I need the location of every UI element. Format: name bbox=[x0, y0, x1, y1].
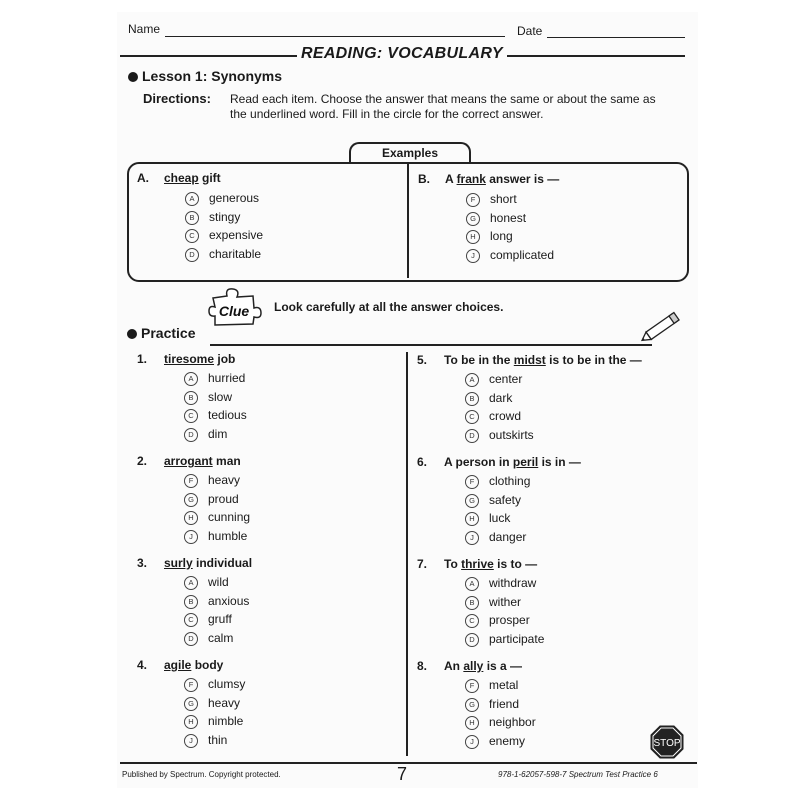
question-number: A. bbox=[137, 171, 149, 185]
answer-bubble[interactable]: H bbox=[466, 230, 480, 244]
answer-bubble[interactable]: C bbox=[465, 614, 479, 628]
answer-bubble[interactable]: F bbox=[465, 679, 479, 693]
answer-option[interactable] bbox=[184, 631, 233, 645]
stem-prefix: A bbox=[445, 172, 457, 186]
answer-option[interactable] bbox=[185, 210, 240, 224]
underlined-word: arrogant bbox=[164, 454, 213, 468]
stem-suffix: is to be in the — bbox=[545, 353, 642, 367]
answer-option[interactable] bbox=[184, 733, 227, 747]
answer-bubble[interactable]: F bbox=[184, 474, 198, 488]
answer-bubble[interactable]: C bbox=[184, 409, 198, 423]
question-stem bbox=[137, 556, 252, 570]
underlined-word: frank bbox=[456, 172, 486, 186]
answer-option[interactable] bbox=[465, 428, 534, 442]
stem-suffix: gift bbox=[198, 171, 221, 185]
answer-text: dark bbox=[489, 390, 513, 405]
answer-text: cunning bbox=[208, 510, 251, 525]
answer-bubble[interactable]: A bbox=[184, 372, 198, 386]
question-number: 3. bbox=[137, 556, 148, 570]
answer-option[interactable] bbox=[465, 372, 522, 386]
answer-option[interactable] bbox=[465, 613, 530, 627]
question-number: 7. bbox=[417, 557, 428, 571]
answer-bubble[interactable]: A bbox=[184, 576, 198, 590]
answer-text: calm bbox=[208, 631, 234, 646]
answer-option[interactable] bbox=[466, 248, 554, 262]
answer-option[interactable] bbox=[466, 229, 513, 243]
answer-text: wild bbox=[208, 575, 229, 589]
lesson-heading bbox=[128, 68, 282, 86]
stem-prefix: A person in bbox=[444, 455, 513, 469]
question-number: 6. bbox=[417, 455, 428, 469]
underlined-word: ally bbox=[463, 659, 484, 673]
underlined-word: peril bbox=[512, 455, 539, 469]
answer-text: proud bbox=[208, 491, 239, 506]
answer-option[interactable] bbox=[465, 530, 526, 544]
underlined-word: tiresome bbox=[164, 352, 215, 366]
answer-option[interactable] bbox=[184, 408, 247, 422]
answer-option[interactable] bbox=[184, 390, 232, 404]
answer-bubble[interactable]: F bbox=[465, 475, 479, 489]
answer-bubble[interactable]: B bbox=[185, 211, 199, 225]
question-number: 4. bbox=[137, 658, 148, 672]
answer-bubble[interactable]: J bbox=[184, 734, 198, 748]
answer-bubble[interactable]: D bbox=[465, 633, 479, 647]
answer-bubble[interactable]: C bbox=[465, 410, 479, 424]
underlined-word: surly bbox=[164, 556, 193, 570]
question-number: 8. bbox=[417, 659, 428, 673]
answer-option[interactable] bbox=[465, 715, 536, 729]
answer-bubble[interactable]: G bbox=[465, 494, 479, 508]
footer-rule bbox=[120, 762, 697, 764]
answer-option[interactable] bbox=[465, 697, 519, 711]
page-number: 7 bbox=[397, 764, 408, 784]
answer-text: heavy bbox=[208, 695, 241, 710]
answer-bubble[interactable]: A bbox=[185, 192, 199, 206]
stem-suffix: body bbox=[191, 658, 224, 672]
answer-option[interactable] bbox=[184, 677, 245, 691]
stem-suffix: is to — bbox=[493, 557, 538, 571]
question-stem bbox=[417, 659, 522, 673]
clue-text: Look carefully at all the answer choices. bbox=[274, 300, 504, 314]
question-stem bbox=[137, 171, 221, 185]
answer-option[interactable] bbox=[465, 493, 521, 507]
answer-text: wither bbox=[489, 594, 522, 609]
answer-option[interactable] bbox=[465, 474, 530, 488]
question-number: 5. bbox=[417, 353, 428, 367]
answer-option[interactable] bbox=[184, 492, 239, 506]
answer-text: metal bbox=[489, 678, 519, 692]
date-label: Date bbox=[517, 24, 543, 38]
answer-option[interactable] bbox=[184, 575, 229, 589]
lesson-title: Lesson 1: Synonyms bbox=[142, 68, 283, 84]
answer-text: slow bbox=[208, 389, 233, 404]
answer-bubble[interactable]: F bbox=[184, 678, 198, 692]
answer-bubble[interactable]: A bbox=[465, 577, 479, 591]
answer-text: withdraw bbox=[489, 576, 537, 590]
answer-bubble[interactable]: F bbox=[466, 193, 480, 207]
answer-option[interactable] bbox=[465, 595, 521, 609]
answer-text: prosper bbox=[489, 613, 530, 628]
page-title-wrap bbox=[297, 45, 507, 63]
stem-suffix: is in — bbox=[538, 455, 581, 469]
pencil-icon bbox=[636, 306, 688, 348]
directions-line-2: the underlined word. Fill in the circle for the correct answer. bbox=[230, 107, 544, 121]
directions-line-1: Read each item. Choose the answer that means the same or about the same as bbox=[230, 92, 656, 106]
underlined-word: thrive bbox=[461, 557, 494, 571]
answer-text: hurried bbox=[208, 371, 246, 385]
bullet-icon bbox=[128, 72, 138, 82]
answer-text: honest bbox=[490, 210, 527, 225]
answer-text: luck bbox=[489, 511, 511, 526]
answer-text: heavy bbox=[208, 473, 241, 487]
question-stem bbox=[417, 557, 537, 571]
answer-bubble[interactable]: J bbox=[465, 735, 479, 749]
answer-text: thin bbox=[208, 733, 228, 748]
answer-text: humble bbox=[208, 529, 248, 544]
answer-text: gruff bbox=[208, 612, 232, 627]
answer-text: short bbox=[490, 192, 517, 206]
answer-bubble[interactable]: G bbox=[465, 698, 479, 712]
answer-option[interactable] bbox=[465, 632, 544, 646]
answer-bubble[interactable]: J bbox=[466, 249, 480, 263]
answer-option[interactable] bbox=[465, 576, 536, 590]
stem-prefix: To bbox=[444, 557, 462, 571]
answer-text: generous bbox=[209, 191, 260, 205]
answer-option[interactable] bbox=[184, 473, 240, 487]
stop-sign-icon bbox=[650, 725, 684, 759]
answer-option[interactable] bbox=[466, 211, 526, 225]
practice-heading bbox=[127, 325, 195, 343]
answer-text: charitable bbox=[209, 247, 262, 262]
clue-puzzle-icon bbox=[207, 286, 263, 328]
answer-bubble[interactable]: B bbox=[465, 596, 479, 610]
answer-text: long bbox=[490, 229, 513, 244]
answer-option[interactable] bbox=[465, 409, 521, 423]
answer-option[interactable] bbox=[465, 511, 510, 525]
answer-text: friend bbox=[489, 696, 520, 711]
answer-option[interactable] bbox=[465, 734, 525, 748]
answer-bubble[interactable]: C bbox=[185, 229, 199, 243]
stem-suffix: job bbox=[214, 352, 236, 366]
footer-isbn: 978-1-62057-598-7 Spectrum Test Practice 6 bbox=[498, 770, 658, 779]
answer-option[interactable] bbox=[185, 228, 263, 242]
bullet-icon bbox=[127, 329, 137, 339]
question-stem bbox=[137, 352, 235, 366]
footer-publisher: Published by Spectrum. Copyright protected. bbox=[122, 770, 281, 779]
stop-sign-text: STOP bbox=[653, 738, 681, 749]
page-title: READING: VOCABULARY bbox=[297, 45, 507, 62]
stem-prefix: An bbox=[444, 659, 464, 673]
answer-text: participate bbox=[489, 632, 545, 647]
directions-label: Directions: bbox=[143, 91, 211, 106]
underlined-word: agile bbox=[164, 658, 192, 672]
stem-suffix: is a — bbox=[483, 659, 523, 673]
date-line[interactable] bbox=[547, 37, 685, 38]
answer-text: anxious bbox=[208, 593, 250, 608]
answer-bubble[interactable]: D bbox=[185, 248, 199, 262]
answer-bubble[interactable]: D bbox=[184, 428, 198, 442]
question-stem bbox=[137, 454, 241, 468]
answer-bubble[interactable]: G bbox=[184, 493, 198, 507]
practice-column-divider bbox=[406, 352, 408, 756]
answer-bubble[interactable]: G bbox=[466, 212, 480, 226]
stem-suffix: answer is — bbox=[485, 172, 560, 186]
answer-text: enemy bbox=[489, 734, 526, 749]
answer-option[interactable] bbox=[184, 594, 249, 608]
answer-option[interactable] bbox=[184, 510, 250, 524]
answer-option[interactable] bbox=[184, 427, 227, 441]
answer-bubble[interactable]: B bbox=[184, 595, 198, 609]
name-line[interactable] bbox=[165, 36, 505, 37]
question-stem bbox=[417, 353, 642, 367]
answer-text: tedious bbox=[208, 408, 247, 423]
answer-option[interactable] bbox=[465, 391, 512, 405]
stem-suffix: man bbox=[212, 454, 241, 468]
answer-bubble[interactable]: J bbox=[465, 531, 479, 545]
answer-text: outskirts bbox=[489, 428, 534, 443]
name-label: Name bbox=[128, 22, 161, 36]
question-stem bbox=[417, 455, 581, 469]
question-number: B. bbox=[418, 172, 430, 186]
answer-bubble[interactable]: H bbox=[465, 512, 479, 526]
question-stem bbox=[418, 172, 559, 186]
answer-bubble[interactable]: A bbox=[465, 373, 479, 387]
answer-text: nimble bbox=[208, 714, 244, 729]
examples-divider bbox=[407, 163, 409, 278]
answer-bubble[interactable]: J bbox=[184, 530, 198, 544]
answer-bubble[interactable]: H bbox=[184, 715, 198, 729]
answer-bubble[interactable]: H bbox=[184, 511, 198, 525]
answer-option[interactable] bbox=[466, 192, 517, 206]
answer-text: safety bbox=[489, 492, 522, 507]
answer-text: neighbor bbox=[489, 715, 536, 730]
answer-bubble[interactable]: H bbox=[465, 716, 479, 730]
question-number: 2. bbox=[137, 454, 148, 468]
question-number: 1. bbox=[137, 352, 148, 366]
underlined-word: cheap bbox=[164, 171, 199, 185]
answer-option[interactable] bbox=[184, 529, 247, 543]
answer-text: danger bbox=[489, 530, 527, 545]
answer-bubble[interactable]: G bbox=[184, 697, 198, 711]
stem-suffix: individual bbox=[192, 556, 253, 570]
underlined-word: midst bbox=[513, 353, 546, 367]
answer-text: center bbox=[489, 372, 523, 386]
answer-option[interactable] bbox=[185, 247, 261, 261]
question-stem bbox=[137, 658, 223, 672]
answer-text: dim bbox=[208, 427, 228, 442]
practice-title: Practice bbox=[141, 325, 196, 341]
answer-option[interactable] bbox=[184, 612, 232, 626]
answer-text: clumsy bbox=[208, 677, 246, 691]
answer-bubble[interactable]: B bbox=[184, 391, 198, 405]
answer-option[interactable] bbox=[465, 678, 518, 692]
answer-bubble[interactable]: D bbox=[465, 429, 479, 443]
practice-rule bbox=[210, 344, 652, 346]
answer-option[interactable] bbox=[184, 371, 245, 385]
answer-text: complicated bbox=[490, 248, 555, 263]
answer-text: expensive bbox=[209, 228, 264, 243]
answer-text: crowd bbox=[489, 409, 522, 424]
answer-option[interactable] bbox=[184, 714, 243, 728]
answer-bubble[interactable]: C bbox=[184, 613, 198, 627]
stem-prefix: To be in the bbox=[444, 353, 514, 367]
answer-text: stingy bbox=[209, 209, 241, 224]
answer-bubble[interactable]: B bbox=[465, 392, 479, 406]
answer-text: clothing bbox=[489, 474, 531, 488]
examples-tab: Examples bbox=[349, 142, 471, 162]
clue-badge-text: Clue bbox=[218, 303, 250, 319]
answer-bubble[interactable]: D bbox=[184, 632, 198, 646]
answer-option[interactable] bbox=[184, 696, 240, 710]
answer-option[interactable] bbox=[185, 191, 259, 205]
